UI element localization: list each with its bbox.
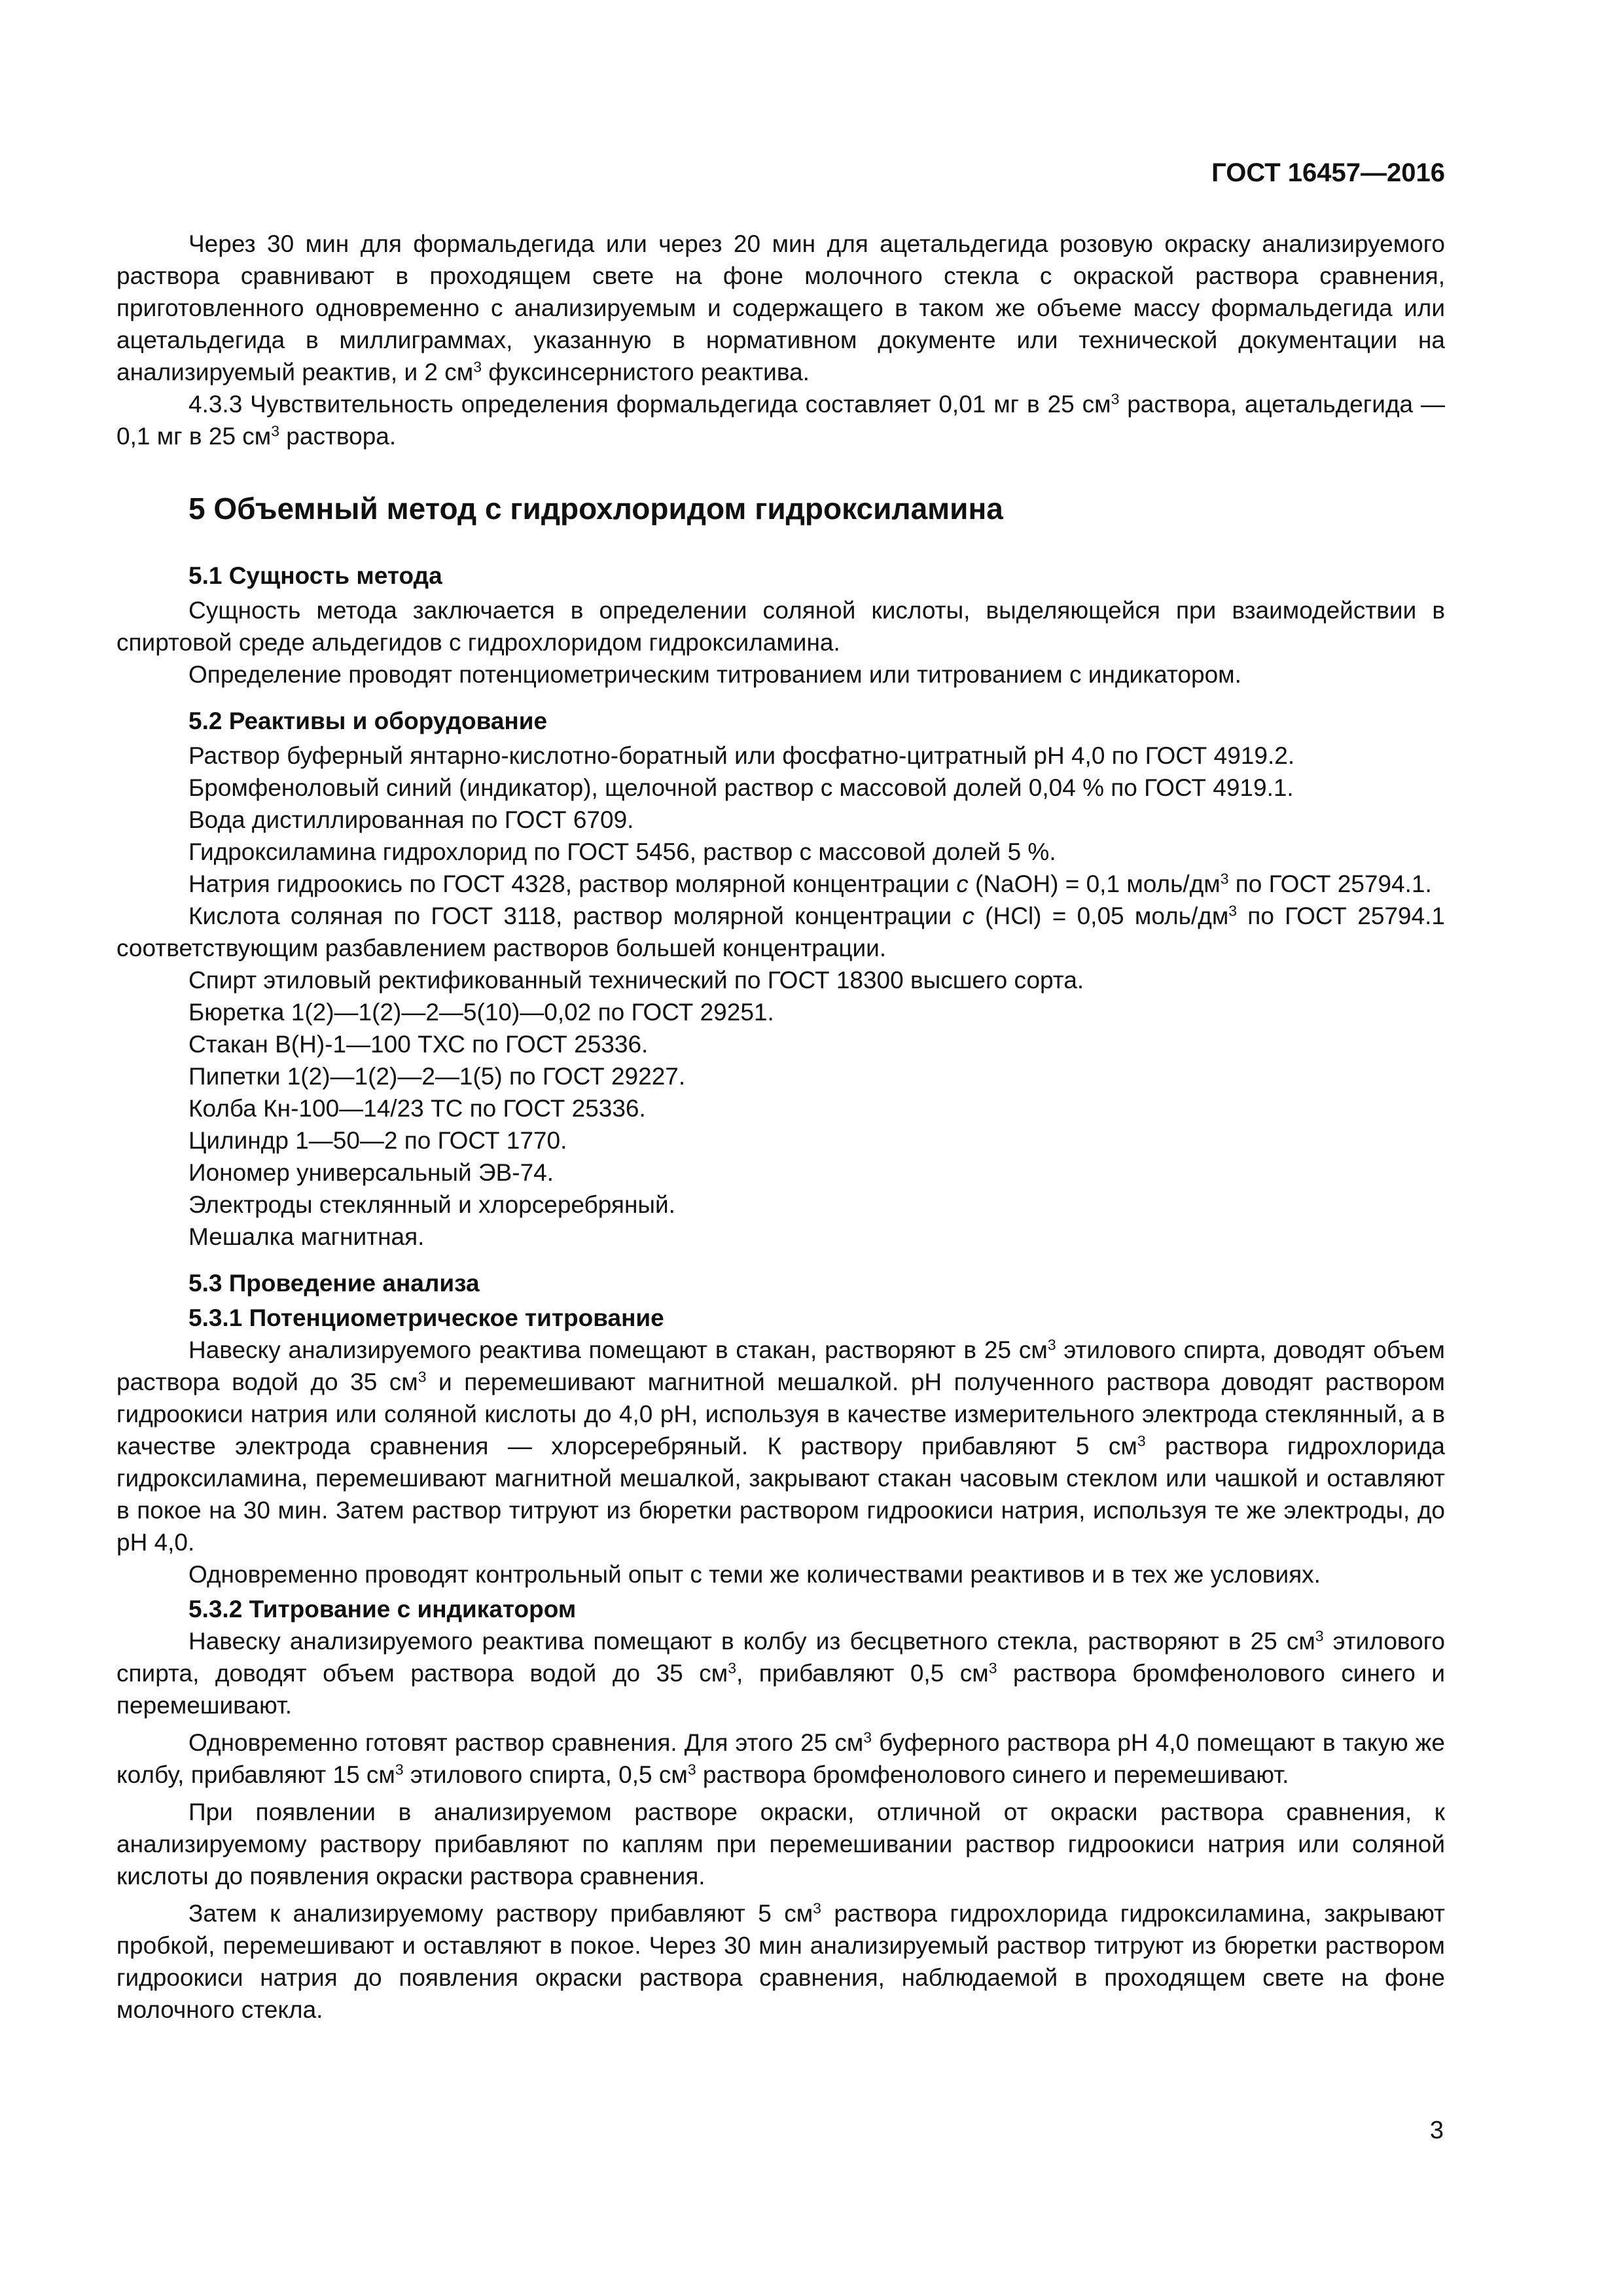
reagent-item: Вода дистиллированная по ГОСТ 6709. [188,806,634,833]
section-5-3-2-paragraph-4: Затем к анализируемому раствору прибавляют 5 $см^3$ раствора гидрохлорида гидроксиламина, закрывают пробкой, перемешивают и оставляют в покое. Через 30 мин анализируемый раствор титруют из бюретки раствором гидроокиси натрия до появления окраски раствора сравнения, наблюдаемой в проходящем свете на фоне молочного стекла. [116,1899,1446,2023]
document-header-id: ГОСТ 16457—2016 [1211,158,1445,187]
section-5-3-1-title: 5.3.1 Потенциометрическое титрование [188,1304,664,1331]
clause-4-3-3: 4.3.3 Чувствительность определения формальдегида составляет 0,01 мг в 25 $см^3$ раствора, ацетальдегида — 0,1 мг в 25 $см^3$ раствора. [116,390,1445,450]
section-5-3-1-paragraph-2: Одновременно проводят контрольный опыт с теми же количествами реактивов и в тех же условиях. [188,1561,1321,1588]
section-5-3-2-title: 5.3.2 Титрование с индикатором [188,1596,577,1623]
page-number: 3 [1429,2117,1444,2144]
section-5-3-2-paragraph-3: При появлении в анализируемом растворе окраски, отличной от окраски раствора сравнения, к анализируемому раствору прибавляют по каплям при перемешивании раствор гидроокиси натрия или соляной кислоты до появления окраски раствора сравнения. [116,1799,1445,1890]
reagent-item: Спирт этиловый ректификованный технический по ГОСТ 18300 высшего сорта. [188,967,1084,994]
reagent-item: Раствор буферный янтарно-кислотно-боратный или фосфатно-цитратный pH 4,0 по ГОСТ 4919.2. [188,742,1295,769]
reagent-item: Гидроксиламина гидрохлорид по ГОСТ 5456, раствор с массовой долей 5 %. [188,838,1056,865]
section-5-3-title: 5.3 Проведение анализа [188,1270,480,1297]
section-5-1-paragraph-1: Сущность метода заключается в определении соляной кислоты, выделяющейся при взаимодействии в спиртовой среде альдегидов с гидрохлоридом гидроксиламина. [116,597,1445,656]
reagent-item-hcl: Кислота соляная по ГОСТ 3118, раствор молярной концентрации c (HCl) = 0,05 моль/$дм^3$ по ГОСТ 25794.1 соответствующим разбавлением растворов большей концентрации. [116,902,1445,961]
equipment-item: Цилиндр 1—50—2 по ГОСТ 1770. [188,1127,567,1154]
section-5-1-paragraph-2: Определение проводят потенциометрическим титрованием или титрованием с индикатором. [188,661,1241,688]
equipment-item: Колба Кн-100—14/23 ТС по ГОСТ 25336. [188,1095,646,1122]
section-5-3-2-paragraph-1: Навеску анализируемого реактива помещают в колбу из бесцветного стекла, растворяют в 25 $см^3$ этилового спирта, доводят объем раствора водой до 35 $см^3$, прибавляют 0,5 $см^3$ раствора бромфенолового синего и перемешивают. [116,1627,1445,1719]
intro-paragraph-1: Через 30 мин для формальдегида или через 20 мин для ацетальдегида розовую окраску анализируемого раствора сравнивают в проходящем свете на фоне молочного стекла с окраской раствора сравнения, приготовленного одновременно с анализируемым и содержащего в таком же объеме массу формальдегида или ацетальдегида в миллиграммах, указанную в нормативном документе или технической документации на анализируемый реактив, и 2 $см^3$ фуксинсернистого реактива. [116,230,1445,386]
section-5-3-1-paragraph-1: Навеску анализируемого реактива помещают в стакан, растворяют в 25 $см^3$ этилового спирта, доводят объем раствора водой до 35 $см^3$ и перемешивают магнитной мешалкой. pH полученного раствора доводят раствором гидроокиси натрия или соляной кислоты до 4,0 pH, используя в качестве измерительного электрода стеклянный, а в качестве электрода сравнения — хлорсеребряный. К раствору прибавляют 5 $см^3$ раствора гидрохлорида гидроксиламина, перемешивают магнитной мешалкой, закрывают стакан часовым стеклом или чашкой и оставляют в покое на 30 мин. Затем раствор титруют из бюретки раствором гидроокиси натрия, используя те же электроды, до pH 4,0. [116,1336,1445,1556]
document-body [116,228,1445,2026]
reagent-item: Бромфеноловый синий (индикатор), щелочной раствор с массовой долей 0,04 % по ГОСТ 4919.1. [188,774,1294,801]
section-5-title: 5 Объемный метод с гидрохлоридом гидроксиламина [188,492,1003,526]
equipment-item: Иономер универсальный ЭВ-74. [188,1159,554,1186]
section-5-1-title: 5.1 Сущность метода [188,562,442,589]
reagent-item-naoh: Натрия гидроокись по ГОСТ 4328, раствор молярной концентрации c (NaOH) = 0,1 моль/$дм^3$ по ГОСТ 25794.1. [188,870,1432,897]
section-5-3-2-paragraph-2: Одновременно готовят раствор сравнения. Для этого 25 $см^3$ буферного раствора pH 4,0 помещают в такую же колбу, прибавляют 15 $см^3$ этилового спирта, 0,5 $см^3$ раствора бромфенолового синего и перемешивают. [116,1729,1446,1788]
equipment-item: Пипетки 1(2)—1(2)—2—1(5) по ГОСТ 29227. [188,1063,686,1090]
equipment-item: Мешалка магнитная. [188,1223,425,1250]
equipment-item: Стакан В(Н)-1—100 ТХС по ГОСТ 25336. [188,1031,649,1058]
equipment-item: Бюретка 1(2)—1(2)—2—5(10)—0,02 по ГОСТ 29251. [188,999,774,1026]
section-5-2-title: 5.2 Реактивы и оборудование [188,708,548,734]
equipment-item: Электроды стеклянный и хлорсеребряный. [188,1191,675,1218]
